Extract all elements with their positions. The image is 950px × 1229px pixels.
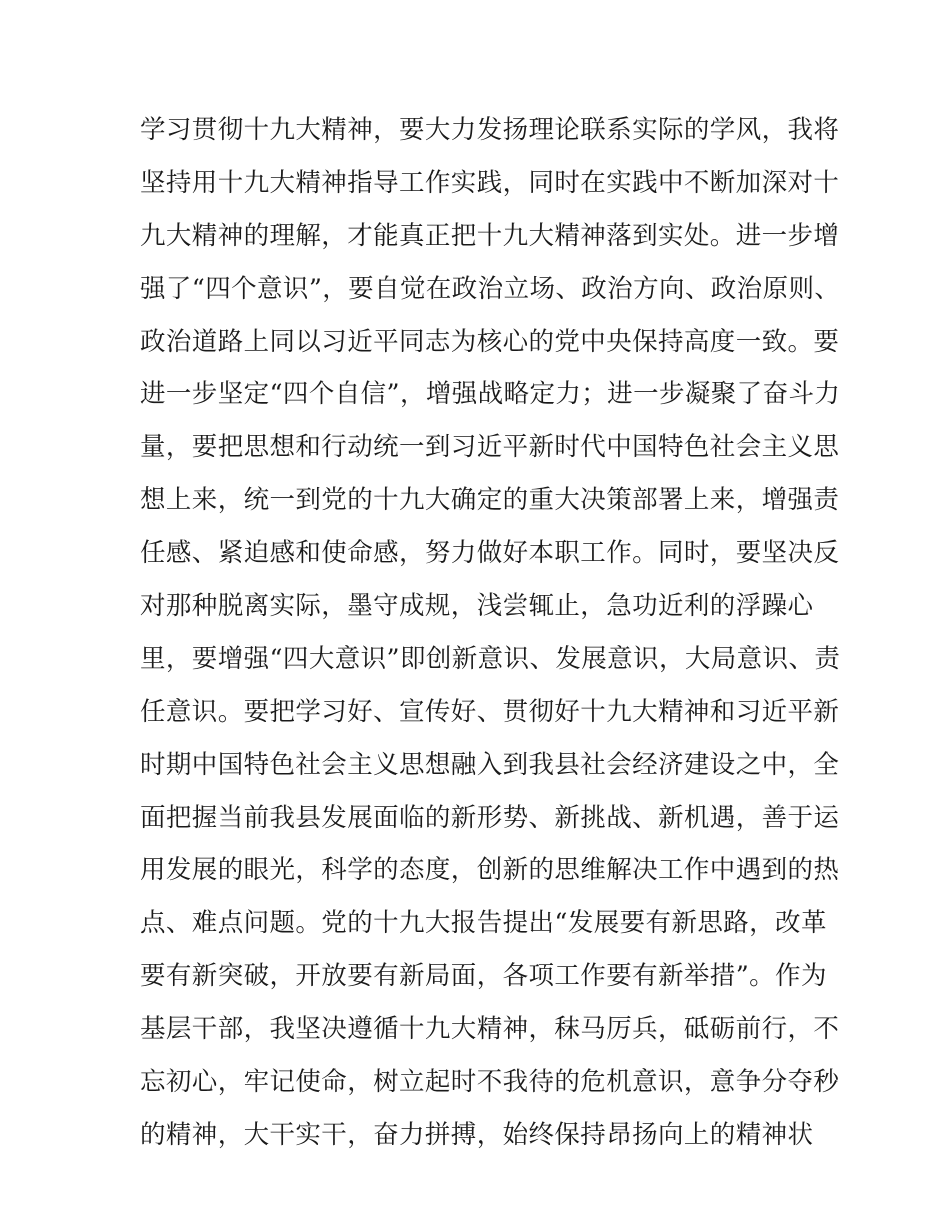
text-line: 任感、紧迫感和使命感，努力做好本职工作。同时，要坚决反	[140, 538, 840, 569]
text-line: 想上来，统一到党的十九大确定的重大决策部署上来，增强责	[140, 485, 840, 516]
text-line: 政治道路上同以习近平同志为核心的党中央保持高度一致。要	[140, 326, 840, 357]
text-line: 的精神，大干实干，奋力拼搏，始终保持昂扬向上的精神状	[140, 1119, 814, 1150]
text-line: 对那种脱离实际，墨守成规，浅尝辄止，急功近利的浮躁心	[140, 591, 814, 622]
text-line: 任意识。要把学习好、宣传好、贯彻好十九大精神和习近平新	[140, 696, 840, 727]
text-line: 坚持用十九大精神指导工作实践，同时在实践中不断加深对十	[140, 167, 840, 198]
text-line: 进一步坚定“四个自信”，增强战略定力；进一步凝聚了奋斗力	[140, 379, 841, 410]
text-line: 基层干部，我坚决遵循十九大精神，秣马厉兵，砥砺前行，不	[140, 1014, 840, 1045]
body-paragraph	[140, 104, 841, 1162]
text-line: 点、难点问题。党的十九大报告提出“发展要有新思路，改革	[140, 908, 827, 939]
text-line: 九大精神的理解，才能真正把十九大精神落到实处。进一步增	[140, 220, 840, 251]
text-line: 面把握当前我县发展面临的新形势、新挑战、新机遇，善于运	[140, 802, 840, 833]
text-line: 学习贯彻十九大精神，要大力发扬理论联系实际的学风，我将	[140, 115, 840, 145]
text-line: 量，要把思想和行动统一到习近平新时代中国特色社会主义思	[140, 432, 840, 463]
text-line: 强了“四个意识”，要自觉在政治立场、政治方向、政治原则、	[140, 273, 841, 304]
text-line: 里，要增强“四大意识”即创新意识、发展意识，大局意识、责	[140, 643, 841, 674]
text-line: 时期中国特色社会主义思想融入到我县社会经济建设之中，全	[140, 749, 840, 780]
text-line: 忘初心，牢记使命，树立起时不我待的危机意识，意争分夺秒	[140, 1067, 840, 1098]
text-line: 要有新突破，开放要有新局面，各项工作要有新举措”。作为	[140, 961, 827, 992]
text-line: 用发展的眼光，科学的态度，创新的思维解决工作中遇到的热	[140, 855, 840, 886]
